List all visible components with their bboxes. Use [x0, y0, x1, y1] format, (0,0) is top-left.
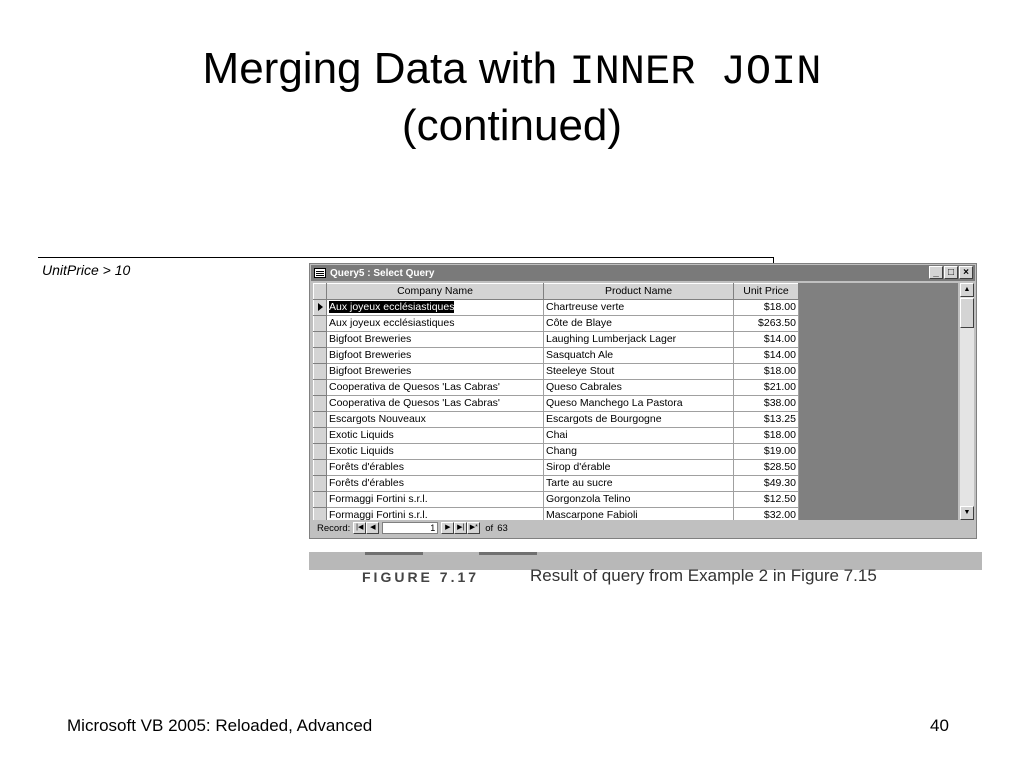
company-cell[interactable] [327, 412, 544, 428]
company-cell[interactable] [327, 396, 544, 412]
product-cell[interactable] [544, 460, 734, 476]
company-cell-text: Aux joyeux ecclésiastiques [329, 301, 455, 313]
record-selector[interactable] [314, 460, 327, 476]
table-row[interactable] [314, 508, 799, 521]
header-row [314, 284, 799, 300]
company-cell-text: Forêts d'érables [329, 461, 404, 473]
company-cell[interactable] [327, 428, 544, 444]
price-cell[interactable] [734, 300, 799, 316]
product-cell[interactable] [544, 300, 734, 316]
product-cell[interactable] [544, 476, 734, 492]
price-cell-text: $19.00 [763, 445, 796, 457]
company-cell[interactable] [327, 316, 544, 332]
next-record-icon[interactable]: ▶ [441, 522, 454, 534]
table-row[interactable] [314, 492, 799, 508]
company-cell-text: Formaggi Fortini s.r.l. [329, 509, 428, 520]
record-selector[interactable] [314, 396, 327, 412]
product-cell-text: Sirop d'érable [546, 461, 611, 473]
price-cell[interactable] [734, 508, 799, 521]
product-cell[interactable] [544, 332, 734, 348]
table-row[interactable] [314, 396, 799, 412]
company-cell-text: Forêts d'érables [329, 477, 404, 489]
product-cell[interactable] [544, 396, 734, 412]
column-header-price[interactable]: Unit Price [734, 284, 799, 300]
price-cell-text: $32.00 [763, 509, 796, 520]
record-selector[interactable] [314, 300, 327, 316]
figure-bar-accent [365, 552, 423, 555]
product-cell[interactable] [544, 316, 734, 332]
table-row[interactable] [314, 364, 799, 380]
company-cell-text: Escargots Nouveaux [329, 413, 426, 425]
product-cell-text: Escargots de Bourgogne [546, 413, 662, 425]
criteria-label: UnitPrice > 10 [42, 262, 131, 278]
price-cell-text: $12.50 [763, 493, 796, 505]
of-label: of [485, 522, 494, 534]
slide-title [0, 42, 1024, 153]
price-cell-text: $21.00 [763, 381, 796, 393]
product-cell[interactable] [544, 348, 734, 364]
price-cell-text: $18.00 [763, 301, 796, 313]
price-cell[interactable] [734, 444, 799, 460]
product-cell[interactable] [544, 380, 734, 396]
record-selector[interactable] [314, 332, 327, 348]
current-record-icon [318, 303, 323, 311]
company-cell[interactable] [327, 444, 544, 460]
datasheet-grid [313, 283, 958, 520]
record-selector[interactable] [314, 428, 327, 444]
company-cell[interactable] [327, 332, 544, 348]
table-row[interactable] [314, 444, 799, 460]
product-cell-text: Gorgonzola Telino [546, 493, 631, 505]
column-header-product[interactable]: Product Name [544, 284, 734, 300]
company-cell[interactable] [327, 300, 544, 316]
product-cell[interactable] [544, 428, 734, 444]
product-cell[interactable] [544, 492, 734, 508]
product-cell-text: Laughing Lumberjack Lager [546, 333, 677, 345]
first-record-icon[interactable]: |◀ [353, 522, 366, 534]
price-cell[interactable] [734, 316, 799, 332]
previous-record-icon[interactable]: ◀ [366, 522, 379, 534]
record-selector[interactable] [314, 508, 327, 521]
price-cell-text: $13.25 [763, 413, 796, 425]
table-row[interactable] [314, 428, 799, 444]
company-cell-text: Cooperativa de Quesos 'Las Cabras' [329, 397, 500, 409]
price-cell[interactable] [734, 348, 799, 364]
company-cell[interactable] [327, 380, 544, 396]
record-selector[interactable] [314, 476, 327, 492]
close-button[interactable]: × [959, 266, 973, 279]
table-row[interactable] [314, 316, 799, 332]
page-number: 40 [930, 716, 949, 735]
minimize-button[interactable]: _ [929, 266, 943, 279]
scroll-down-icon[interactable]: ▼ [960, 506, 974, 520]
company-cell-text: Bigfoot Breweries [329, 365, 412, 377]
price-cell-text: $18.00 [763, 365, 796, 377]
table-row[interactable] [314, 380, 799, 396]
record-selector[interactable] [314, 412, 327, 428]
company-cell-text: Exotic Liquids [329, 445, 394, 457]
record-label: Record: [317, 522, 351, 534]
company-cell[interactable] [327, 460, 544, 476]
product-cell-text: Mascarpone Fabioli [546, 509, 638, 520]
price-cell[interactable] [734, 460, 799, 476]
product-cell-text: Queso Manchego La Pastora [546, 397, 683, 409]
column-header-company[interactable]: Company Name [327, 284, 544, 300]
product-cell-text: Tarte au sucre [546, 477, 613, 489]
table-row[interactable] [314, 300, 799, 316]
product-cell-text: Sasquatch Ale [546, 349, 614, 361]
scroll-up-icon[interactable]: ▲ [960, 283, 974, 297]
product-cell-text: Steeleye Stout [546, 365, 615, 377]
window-titlebar[interactable] [311, 265, 975, 281]
title-continued: (continued) [401, 101, 623, 150]
product-cell[interactable] [544, 364, 734, 380]
figure-bar-accent [479, 552, 537, 555]
table-row[interactable] [314, 460, 799, 476]
product-cell-text: Chai [546, 429, 568, 441]
price-cell-text: $14.00 [763, 349, 796, 361]
record-navigation [313, 520, 958, 536]
record-selector[interactable] [314, 348, 327, 364]
record-selector[interactable] [314, 492, 327, 508]
maximize-button[interactable]: □ [944, 266, 958, 279]
company-cell[interactable] [327, 492, 544, 508]
product-cell[interactable] [544, 508, 734, 521]
criteria-divider [38, 257, 774, 258]
query-window [309, 263, 977, 539]
company-cell[interactable] [327, 364, 544, 380]
product-cell[interactable] [544, 412, 734, 428]
price-cell-text: $49.30 [763, 477, 796, 489]
title-code: INNER JOIN [569, 48, 822, 96]
price-cell-text: $14.00 [763, 333, 796, 345]
current-record-field[interactable]: 1 [382, 522, 438, 534]
vertical-scrollbar[interactable] [960, 283, 974, 520]
figure-label: FIGURE 7.17 [362, 569, 480, 585]
footer-course: Microsoft VB 2005: Reloaded, Advanced [67, 716, 373, 735]
company-cell-text: Formaggi Fortini s.r.l. [329, 493, 428, 505]
table-row[interactable] [314, 412, 799, 428]
price-cell[interactable] [734, 476, 799, 492]
table-row[interactable] [314, 332, 799, 348]
table-row[interactable] [314, 476, 799, 492]
record-selector[interactable] [314, 316, 327, 332]
scroll-thumb[interactable] [960, 298, 974, 328]
figure-caption: Result of query from Example 2 in Figure 7.15 [530, 566, 877, 585]
product-cell-text: Queso Cabrales [546, 381, 622, 393]
datasheet-icon[interactable] [314, 268, 326, 278]
last-record-icon[interactable]: ▶| [454, 522, 467, 534]
product-cell-text: Chang [546, 445, 577, 457]
table-row[interactable] [314, 348, 799, 364]
record-selector[interactable] [314, 444, 327, 460]
price-cell[interactable] [734, 428, 799, 444]
company-cell-text: Bigfoot Breweries [329, 349, 412, 361]
price-cell[interactable] [734, 332, 799, 348]
product-cell[interactable] [544, 444, 734, 460]
price-cell-text: $28.50 [763, 461, 796, 473]
select-all-corner[interactable] [314, 284, 327, 300]
price-cell-text: $18.00 [763, 429, 796, 441]
record-selector[interactable] [314, 364, 327, 380]
price-cell[interactable] [734, 364, 799, 380]
price-cell[interactable] [734, 380, 799, 396]
window-title: Query5 : Select Query [330, 267, 435, 279]
company-cell-text: Aux joyeux ecclésiastiques [329, 317, 455, 329]
record-total: 63 [497, 522, 508, 534]
company-cell-text: Bigfoot Breweries [329, 333, 412, 345]
product-cell-text: Chartreuse verte [546, 301, 625, 313]
price-cell-text: $38.00 [763, 397, 796, 409]
product-cell-text: Côte de Blaye [546, 317, 612, 329]
company-cell-text: Exotic Liquids [329, 429, 394, 441]
price-cell[interactable] [734, 492, 799, 508]
price-cell[interactable] [734, 412, 799, 428]
price-cell-text: $263.50 [758, 317, 796, 329]
company-cell[interactable] [327, 508, 544, 521]
company-cell-text: Cooperativa de Quesos 'Las Cabras' [329, 381, 500, 393]
title-text: Merging Data with [202, 44, 558, 93]
new-record-icon[interactable]: ▶* [467, 522, 480, 534]
company-cell[interactable] [327, 476, 544, 492]
company-cell[interactable] [327, 348, 544, 364]
record-selector[interactable] [314, 380, 327, 396]
price-cell[interactable] [734, 396, 799, 412]
